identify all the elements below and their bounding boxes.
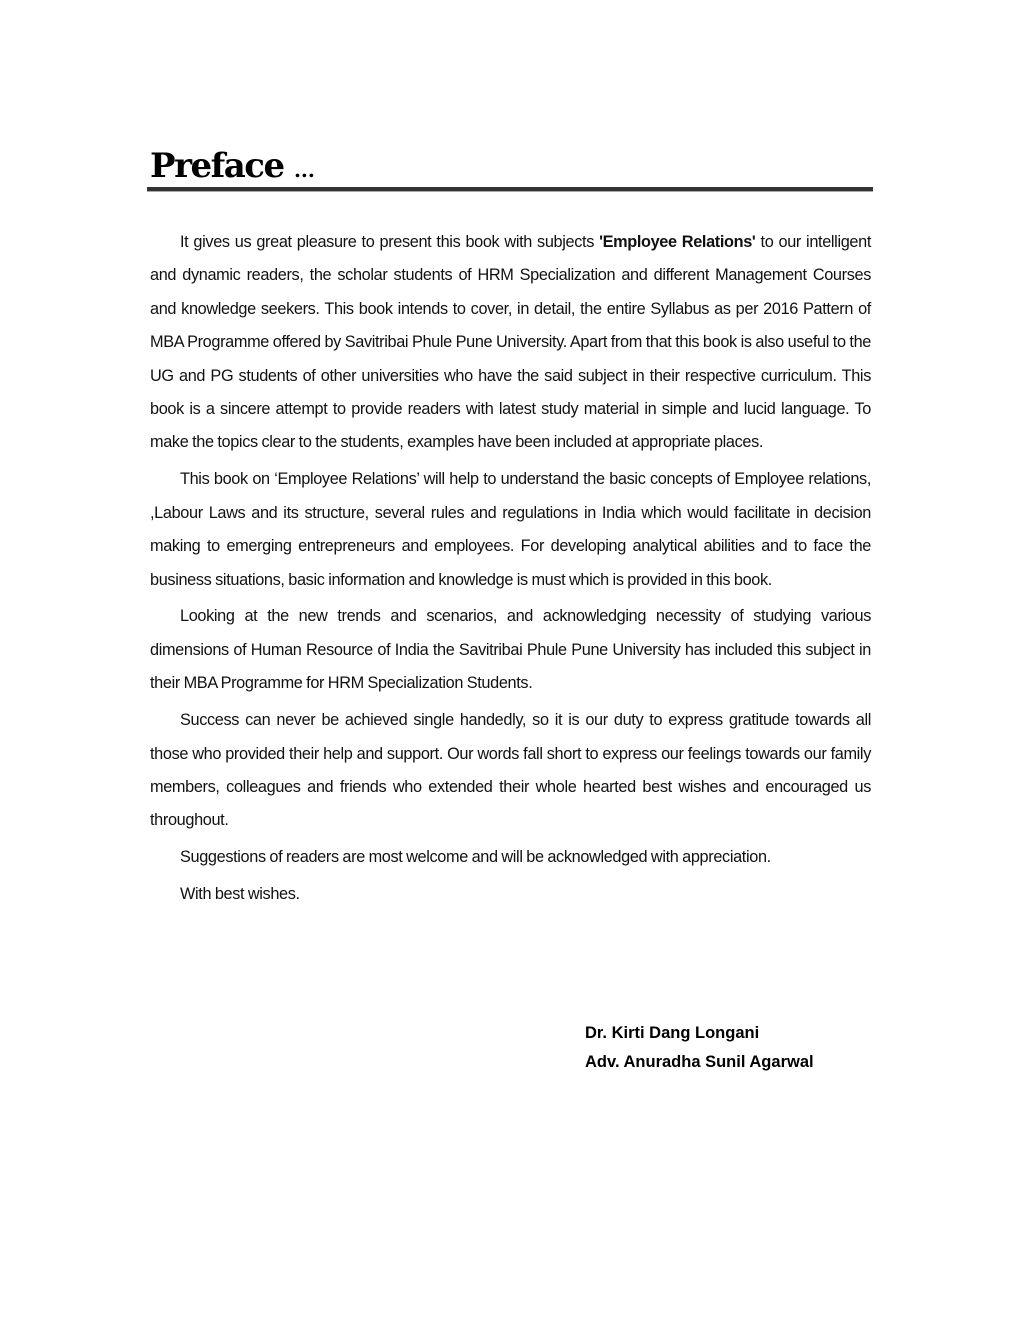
- paragraph-4: Success can never be achieved single handedly, so it is our duty to express gratitude towards all those who provided their help and support. Our words fall short to express our feelings towards our family members, colleagues and friends who extended their whole hearted best wishes and encouraged us throughout.: [150, 711, 871, 830]
- paragraph-2: This book on ‘Employee Relations’ will help to understand the basic concepts of Employee relations, ,Labour Laws and its structure, several rules and regulations in India which would facilitate in decision making to emerging entrepreneurs and employees. For developing analytical abilities and to face the business situations, basic information and knowledge is must which is provided in this book.: [150, 470, 871, 589]
- paragraph-3: Looking at the new trends and scenarios, and acknowledging necessity of studying various dimensions of Human Resource of India the Savitribai Phule Pune University has included this subject in their MBA Programme for HRM Specialization Students.: [150, 607, 871, 693]
- paragraph-text: to our intelligent and dynamic readers, the scholar students of HRM Specialization and different Management Courses and knowledge seekers. This book intends to cover, in detail, the entire Syllabus as per 2016 Pattern of MBA Programme offered by Savitribai Phule Pune University. Apart from that this book is also useful to the UG and PG students of other universities who have the said subject in their respective curriculum. This book is a sincere attempt to provide readers with latest study material in simple and lucid language. To make the topics clear to the students, examples have been included at appropriate places.: [150, 233, 871, 452]
- paragraph-5: Suggestions of readers are most welcome and will be acknowledged with appreciation.: [180, 848, 771, 867]
- author-name: Adv. Anuradha Sunil Agarwal: [585, 1053, 814, 1071]
- title-ellipsis: ...: [293, 158, 315, 182]
- page-title: [150, 146, 315, 186]
- paragraph-6: With best wishes.: [180, 885, 300, 904]
- author-signatures: [585, 1019, 814, 1077]
- book-subject: 'Employee Relations': [599, 233, 756, 251]
- author-name: Dr. Kirti Dang Longani: [585, 1024, 760, 1042]
- paragraph-text: It gives us great pleasure to present this book with subjects: [180, 233, 600, 251]
- title-text: Preface: [150, 146, 284, 186]
- paragraph-1: [150, 226, 871, 460]
- preface-body: [150, 226, 871, 915]
- title-underline: [147, 187, 873, 192]
